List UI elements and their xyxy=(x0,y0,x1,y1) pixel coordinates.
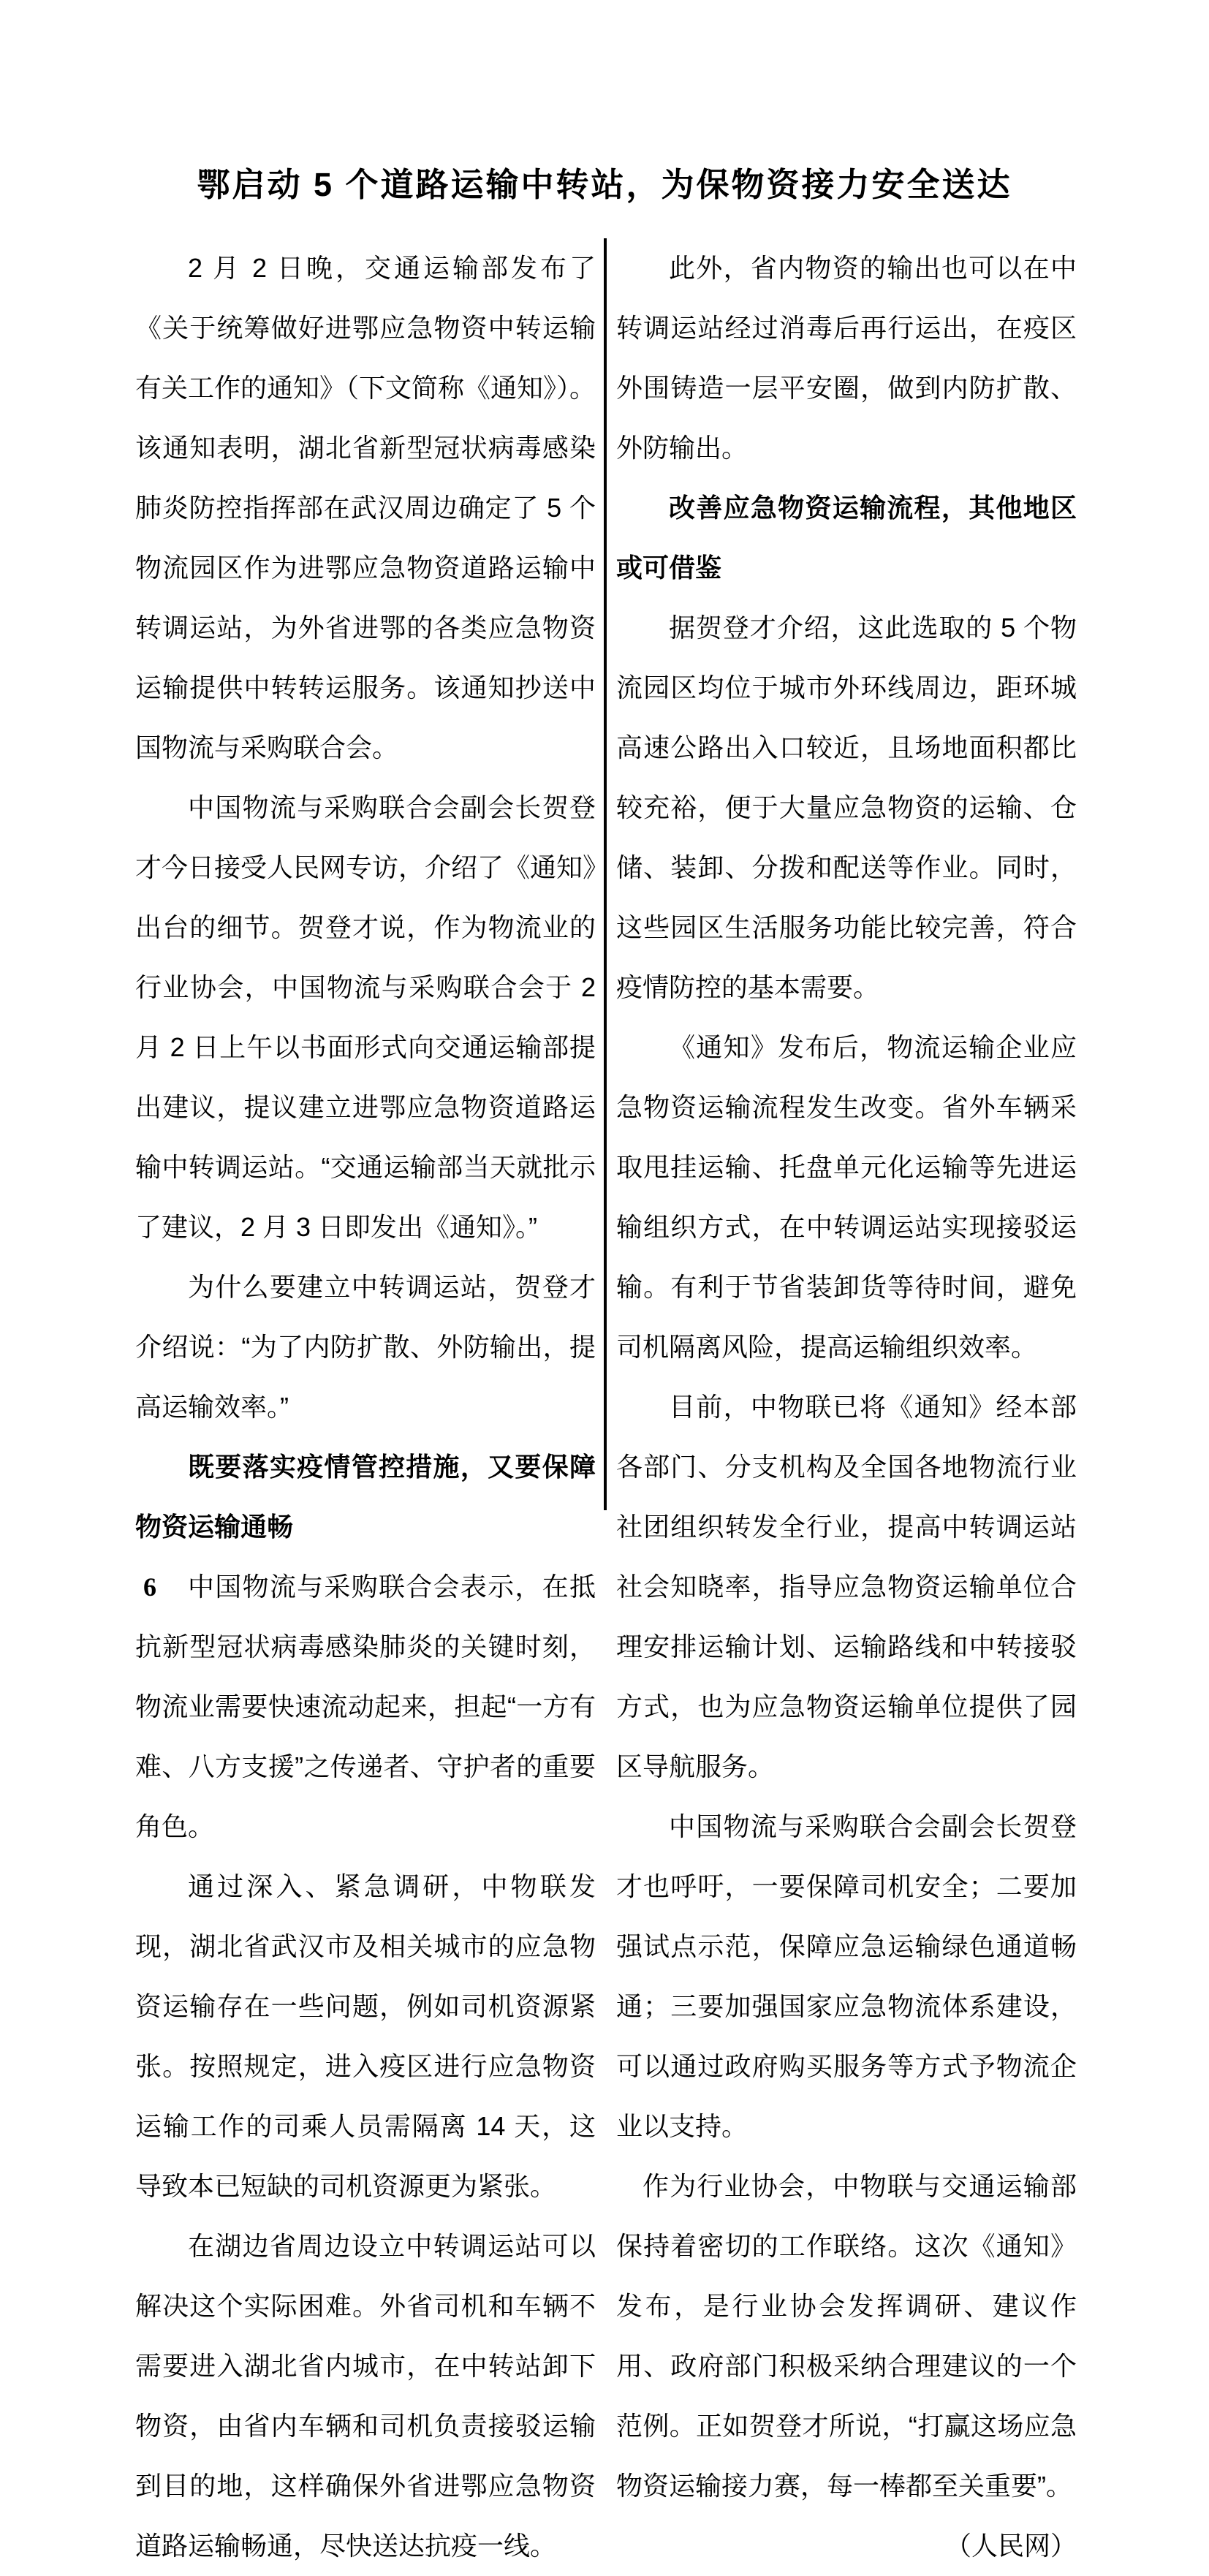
paragraph-text: 改善应急物资运输流程，其他地区或可借鉴 xyxy=(616,493,1077,583)
paragraph-text: 中国物流与采购联合会副会长贺登才也呼吁，一要保障司机安全；二要加强试点示范，保障应急运输绿色通道畅通；三要加强国家应急物流体系建设，可以通过政府购买服务等方式予物流企业以支持。 xyxy=(616,1811,1077,2141)
paragraph-text: 《通知》发布后，物流运输企业应急物资运输流程发生改变。省外车辆采取甩挂运输、托盘单元化运输等先进运输组织方式，在中转调运站实现接驳运输。有利于节省装卸货等待时间，避免司机隔离风险，提高运输组织效率。 xyxy=(616,1032,1077,1362)
column-divider xyxy=(604,238,607,1510)
body-paragraph xyxy=(135,2216,596,2576)
section-subhead xyxy=(616,478,1077,598)
paragraph-text: 在湖边省周边设立中转调运站可以解决这个实际困难。外省司机和车辆不需要进入湖北省内城市，在中转站卸下物资，由省内车辆和司机负责接驳运输到目的地，这样确保外省进鄂应急物资道路运输畅通，尽快送达抗疫一线。 xyxy=(135,2231,596,2561)
source-credit: （人民网） xyxy=(944,2531,1077,2561)
body-paragraph xyxy=(135,238,596,778)
left-column xyxy=(135,238,596,2576)
body-paragraph xyxy=(616,238,1077,478)
page-number: 6 xyxy=(143,1572,156,1602)
body-paragraph xyxy=(616,598,1077,1018)
article-body xyxy=(135,238,1077,2576)
article-title: 鄂启动 5 个道路运输中转站，为保物资接力安全送达 xyxy=(197,166,1012,204)
body-paragraph xyxy=(616,1377,1077,1797)
paragraph-text: 通过深入、紧急调研，中物联发现，湖北省武汉市及相关城市的应急物资运输存在一些问题，例如司机资源紧张。按照规定，进入疫区进行应急物资运输工作的司乘人员需隔离 14 天，这导致本已短缺的司机资源更为紧张。 xyxy=(135,1871,596,2201)
right-column xyxy=(616,238,1077,2576)
body-paragraph xyxy=(135,1557,596,1857)
paragraph-text: 目前，中物联已将《通知》经本部各部门、分支机构及全国各地物流行业社团组织转发全行业，提高中转调运站社会知晓率，指导应急物资运输单位合理安排运输计划、运输路线和中转接驳方式，也为应急物资运输单位提供了园区导航服务。 xyxy=(616,1392,1077,1781)
paragraph-text: 2 月 2 日晚，交通运输部发布了《关于统筹做好进鄂应急物资中转运输有关工作的通知》（下文简称《通知》）。该通知表明，湖北省新型冠状病毒感染肺炎防控指挥部在武汉周边确定了 5 个物流园区作为进鄂应急物资道路运输中转调运站，为外省进鄂的各类应急物资运输提供中转转运服务。该通知抄送中国物流与采购联合会。 xyxy=(135,253,596,762)
paragraph-text: 为什么要建立中转调运站，贺登才介绍说：“为了内防扩散、外防输出，提高运输效率。” xyxy=(135,1272,596,1422)
paragraph-text: 据贺登才介绍，这此选取的 5 个物流园区均位于城市外环线周边，距环城高速公路出入口较近，且场地面积都比较充裕，便于大量应急物资的运输、仓储、装卸、分拨和配送等作业。同时，这些园区生活服务功能比较完善，符合疫情防控的基本需要。 xyxy=(616,613,1077,1002)
body-paragraph xyxy=(135,778,596,1257)
paragraph-text: 既要落实疫情管控措施，又要保障物资运输通畅 xyxy=(135,1452,596,1542)
paragraph-text: 中国物流与采购联合会副会长贺登才今日接受人民网专访，介绍了《通知》出台的细节。贺登才说，作为物流业的行业协会，中国物流与采购联合会于 2 月 2 日上午以书面形式向交通运输部提出建议，提议建立进鄂应急物资道路运输中转调运站。“交通运输部当天就批示了建议，2 月 3 日即发出《通知》。” xyxy=(135,792,596,1242)
section-subhead xyxy=(135,1437,596,1557)
paragraph-text: 中国物流与采购联合会表示，在抵抗新型冠状病毒感染肺炎的关键时刻，物流业需要快速流动起来，担起“一方有难、八方支援”之传递者、守护者的重要角色。 xyxy=(135,1572,596,1841)
body-paragraph xyxy=(135,1257,596,1437)
paragraph-text: 作为行业协会，中物联与交通运输部保持着密切的工作联络。这次《通知》发布，是行业协会发挥调研、建议作用、政府部门积极采纳合理建议的一个范例。正如贺登才所说，“打赢这场应急物资运输接力赛，每一棒都至关重要”。 xyxy=(616,2171,1077,2501)
body-paragraph xyxy=(616,1797,1077,2156)
body-paragraph xyxy=(616,2156,1077,2561)
paragraph-text: 此外，省内物资的输出也可以在中转调运站经过消毒后再行运出，在疫区外围铸造一层平安圈，做到内防扩散、外防输出。 xyxy=(616,253,1077,463)
body-paragraph xyxy=(616,1018,1077,1377)
body-paragraph xyxy=(135,1857,596,2216)
